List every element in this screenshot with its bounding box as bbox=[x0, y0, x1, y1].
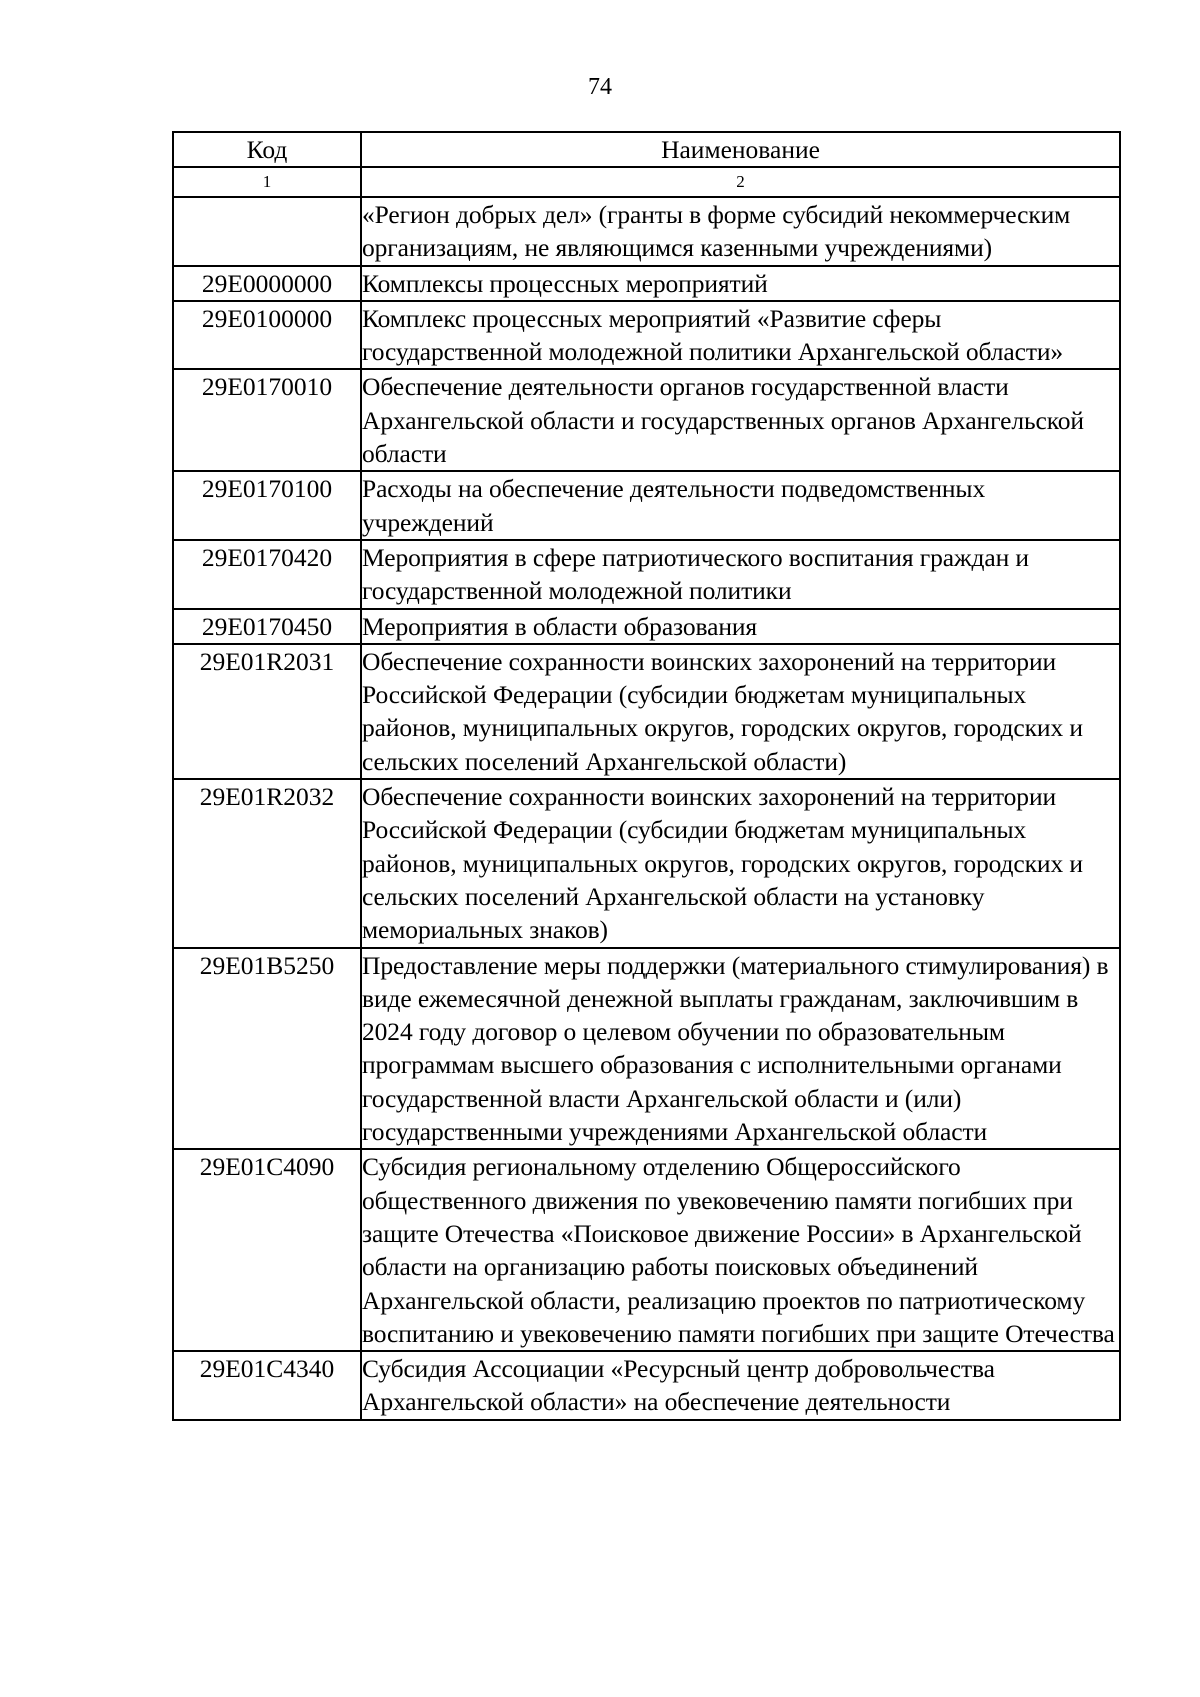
table-row bbox=[173, 948, 1120, 1150]
row-code: 29Е01В5250 bbox=[173, 948, 361, 1150]
table-row bbox=[173, 197, 1120, 266]
row-code: 29Е01С4090 bbox=[173, 1149, 361, 1351]
table-header-row bbox=[173, 132, 1120, 167]
row-code: 29Е0000000 bbox=[173, 266, 361, 301]
row-name: Субсидия региональному отделению Общероссийского общественного движения по увековечению памяти погибших при защите Отечества «Поисковое движение России» в Архангельской области на организацию работы поисковых объединений Архангельской области, реализацию проектов по патриотическому воспитанию и увековечению памяти погибших при защите Отечества bbox=[361, 1149, 1120, 1351]
table-row bbox=[173, 1351, 1120, 1420]
table-row bbox=[173, 609, 1120, 644]
row-name: Комплексы процессных мероприятий bbox=[361, 266, 1120, 301]
row-name: Расходы на обеспечение деятельности подведомственных учреждений bbox=[361, 471, 1120, 540]
table-row bbox=[173, 779, 1120, 947]
row-name: «Регион добрых дел» (гранты в форме субсидий некоммерческим организациям, не являющимся казенными учреждениями) bbox=[361, 197, 1120, 266]
row-name: Обеспечение сохранности воинских захоронений на территории Российской Федерации (субсидии бюджетам муниципальных районов, муниципальных округов, городских округов, городских и сельских поселений Архангельской области) bbox=[361, 644, 1120, 779]
budget-codes-table bbox=[172, 131, 1121, 1421]
table-row bbox=[173, 301, 1120, 370]
header-name: Наименование bbox=[361, 132, 1120, 167]
row-code: 29Е0170100 bbox=[173, 471, 361, 540]
row-code: 29Е01R2032 bbox=[173, 779, 361, 947]
row-name: Обеспечение деятельности органов государственной власти Архангельской области и государственных органов Архангельской области bbox=[361, 369, 1120, 471]
row-name: Обеспечение сохранности воинских захоронений на территории Российской Федерации (субсидии бюджетам муниципальных районов, муниципальных округов, городских округов, городских и сельских поселений Архангельской области на установку мемориальных знаков) bbox=[361, 779, 1120, 947]
table-row bbox=[173, 266, 1120, 301]
row-name: Мероприятия в сфере патриотического воспитания граждан и государственной молодежной политики bbox=[361, 540, 1120, 609]
row-name: Предоставление меры поддержки (материального стимулирования) в виде ежемесячной денежной выплаты гражданам, заключившим в 2024 году договор о целевом обучении по образовательным программам высшего образования с исполнительными органами государственной власти Архангельской области и (или) государственными учреждениями Архангельской области bbox=[361, 948, 1120, 1150]
row-code: 29Е0170010 bbox=[173, 369, 361, 471]
row-code: 29Е0170420 bbox=[173, 540, 361, 609]
row-code: 29Е0170450 bbox=[173, 609, 361, 644]
column-number-name: 2 bbox=[361, 167, 1120, 197]
row-code: 29Е01R2031 bbox=[173, 644, 361, 779]
page-number: 74 bbox=[588, 74, 612, 100]
row-code: 29Е01С4340 bbox=[173, 1351, 361, 1420]
column-numbers-row bbox=[173, 167, 1120, 197]
table-row bbox=[173, 369, 1120, 471]
column-number-code: 1 bbox=[173, 167, 361, 197]
row-name: Мероприятия в области образования bbox=[361, 609, 1120, 644]
table-row bbox=[173, 540, 1120, 609]
row-name: Комплекс процессных мероприятий «Развитие сферы государственной молодежной политики Архангельской области» bbox=[361, 301, 1120, 370]
row-code bbox=[173, 197, 361, 266]
row-name: Субсидия Ассоциации «Ресурсный центр добровольчества Архангельской области» на обеспечение деятельности bbox=[361, 1351, 1120, 1420]
table-row bbox=[173, 1149, 1120, 1351]
row-code: 29Е0100000 bbox=[173, 301, 361, 370]
header-code: Код bbox=[173, 132, 361, 167]
table-row bbox=[173, 471, 1120, 540]
table-row bbox=[173, 644, 1120, 779]
